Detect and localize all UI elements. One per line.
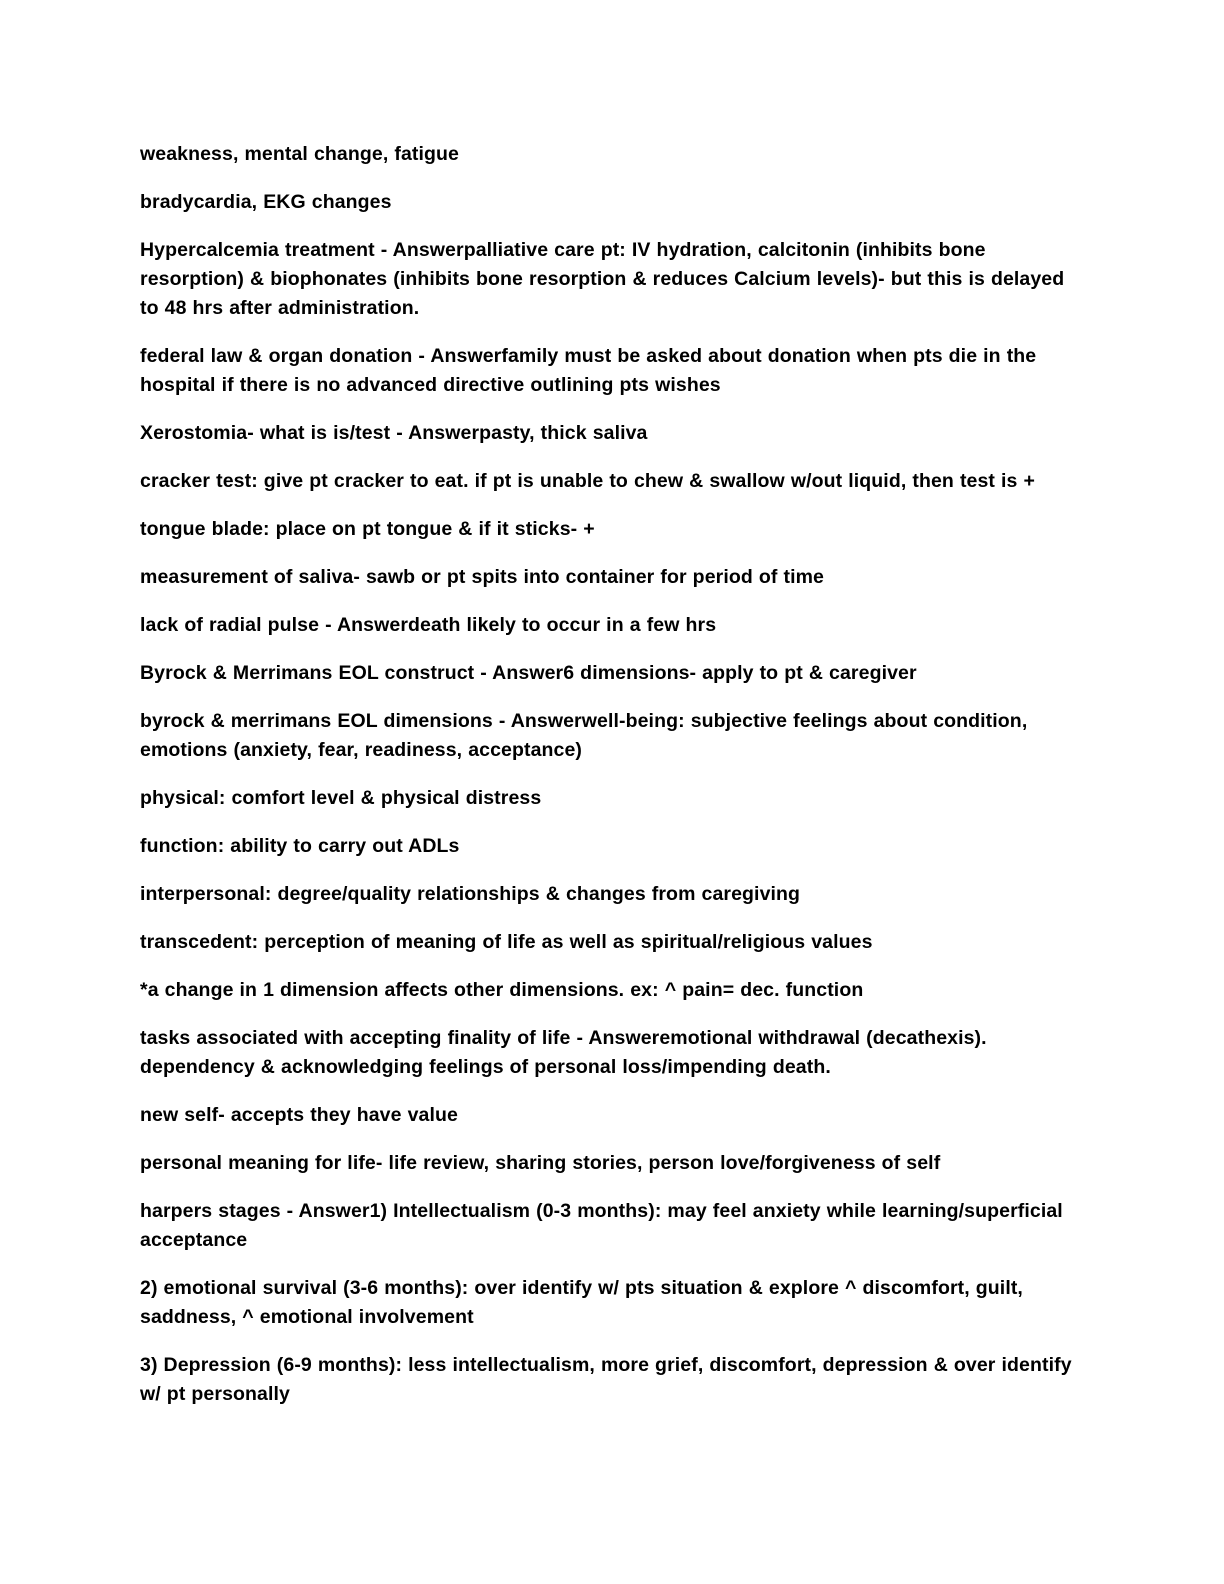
paragraph: bradycardia, EKG changes xyxy=(140,191,392,213)
paragraph: tasks associated with accepting finality of life - Answeremotional withdrawal (decathexis). dependency & acknowledging feelings of personal loss/impending death. xyxy=(140,1027,987,1078)
paragraph: lack of radial pulse - Answerdeath likely to occur in a few hrs xyxy=(140,614,717,636)
paragraph: Byrock & Merrimans EOL construct - Answer6 dimensions- apply to pt & caregiver xyxy=(140,662,917,684)
paragraph: harpers stages - Answer1) Intellectualism (0-3 months): may feel anxiety while learning/superficial acceptance xyxy=(140,1200,1063,1251)
paragraph: 3) Depression (6-9 months): less intellectualism, more grief, discomfort, depression & over identify w/ pt personally xyxy=(140,1354,1072,1405)
paragraph: new self- accepts they have value xyxy=(140,1104,458,1126)
paragraph: *a change in 1 dimension affects other dimensions. ex: ^ pain= dec. function xyxy=(140,979,864,1001)
paragraph: Hypercalcemia treatment - Answerpalliative care pt: IV hydration, calcitonin (inhibits bone resorption) & biophonates (inhibits bone resorption & reduces Calcium levels)- but this is delayed to 48 hrs after administration. xyxy=(140,239,1065,319)
paragraph: interpersonal: degree/quality relationships & changes from caregiving xyxy=(140,883,801,905)
paragraph: Xerostomia- what is is/test - Answerpasty, thick saliva xyxy=(140,422,648,444)
paragraph: cracker test: give pt cracker to eat. if pt is unable to chew & swallow w/out liquid, then test is + xyxy=(140,470,1036,492)
paragraph: measurement of saliva- sawb or pt spits into container for period of time xyxy=(140,566,825,588)
paragraph: 2) emotional survival (3-6 months): over identify w/ pts situation & explore ^ discomfort, guilt, saddness, ^ emotional involvement xyxy=(140,1277,1023,1328)
paragraph: federal law & organ donation - Answerfamily must be asked about donation when pts die in the hospital if there is no advanced directive outlining pts wishes xyxy=(140,345,1037,396)
paragraph: byrock & merrimans EOL dimensions - Answerwell-being: subjective feelings about condition, emotions (anxiety, fear, readiness, acceptance) xyxy=(140,710,1028,761)
paragraph: personal meaning for life- life review, sharing stories, person love/forgiveness of self xyxy=(140,1152,941,1174)
paragraph: transcedent: perception of meaning of life as well as spiritual/religious values xyxy=(140,931,873,953)
paragraph: weakness, mental change, fatigue xyxy=(140,143,459,165)
paragraph: physical: comfort level & physical distress xyxy=(140,787,542,809)
paragraph: tongue blade: place on pt tongue & if it sticks- + xyxy=(140,518,595,540)
paragraph: function: ability to carry out ADLs xyxy=(140,835,460,857)
